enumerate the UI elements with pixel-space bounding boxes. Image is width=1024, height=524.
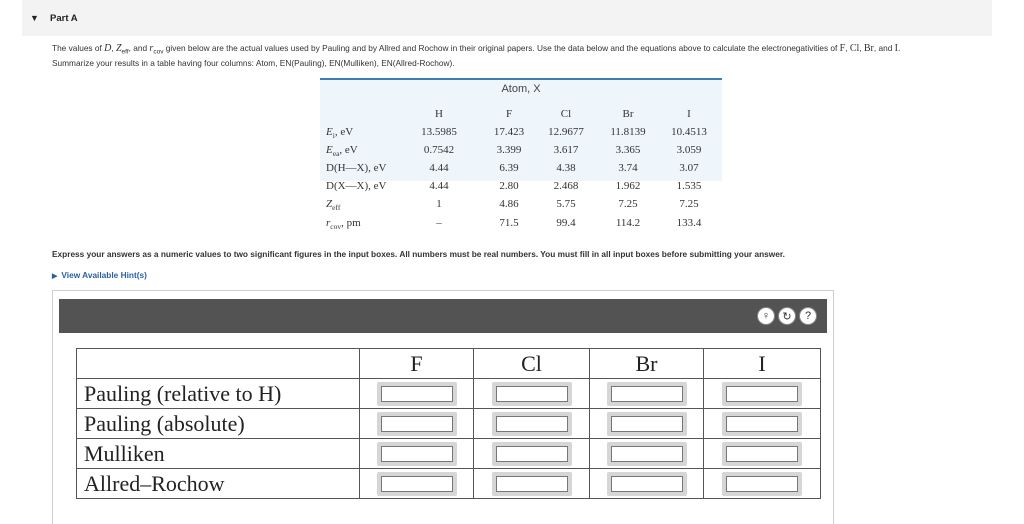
pauling-absolute-cl-input[interactable] <box>496 416 568 432</box>
row-label-ionization: $E_i$, eV <box>326 126 354 141</box>
col-header-h: H <box>435 108 443 120</box>
answer-header-blank <box>77 349 360 379</box>
mulliken-f-input[interactable] <box>381 446 453 462</box>
cell-zeff-f: 4.86 <box>499 198 519 210</box>
answer-box <box>492 382 572 406</box>
answer-row-label: Allred–Rochow <box>77 469 360 499</box>
cell-ei-i: 10.4513 <box>671 126 707 138</box>
answer-col-f: F <box>360 349 474 379</box>
answer-table <box>76 348 821 499</box>
mulliken-br-input[interactable] <box>611 446 683 462</box>
mulliken-cl-input[interactable] <box>496 446 568 462</box>
row-label-d-hx: D(H—X), eV <box>326 162 387 174</box>
answer-box <box>607 442 687 466</box>
reset-icon[interactable]: ↻ <box>778 307 796 325</box>
pauling-relative-f-input[interactable] <box>381 386 453 402</box>
row-label-rcov: $r_{cov}$, pm <box>326 217 361 232</box>
answer-box <box>722 442 802 466</box>
cell-dxx-i: 1.535 <box>676 180 702 192</box>
col-header-cl: Cl <box>560 108 572 120</box>
cell-dxx-br: 1.962 <box>615 180 641 192</box>
answer-header-row <box>77 349 821 379</box>
view-hints-label: View Available Hint(s) <box>61 270 147 280</box>
collapse-caret-icon[interactable]: ▼ <box>30 13 39 23</box>
data-table <box>320 78 722 235</box>
answer-box <box>377 382 457 406</box>
answer-box <box>492 412 572 436</box>
answer-row-label: Pauling (absolute) <box>77 409 360 439</box>
cell-dhx-f: 6.39 <box>499 162 519 174</box>
cell-dhx-h: 4.44 <box>429 162 449 174</box>
answer-row-label: Pauling (relative to H) <box>77 379 360 409</box>
cell-eea-i: 3.059 <box>676 144 702 156</box>
row-label-d-xx: D(X—X), eV <box>326 180 387 192</box>
expand-arrow-icon: ▶ <box>52 273 58 280</box>
allred-rochow-cl-input[interactable] <box>496 476 568 492</box>
answer-box <box>377 442 457 466</box>
help-icon[interactable]: ? <box>799 307 817 325</box>
cell-zeff-cl: 5.75 <box>556 198 576 210</box>
cell-rcov-i: 133.4 <box>676 217 702 229</box>
answer-box <box>607 472 687 496</box>
allred-rochow-f-input[interactable] <box>381 476 453 492</box>
answer-box <box>607 382 687 406</box>
col-header-br: Br <box>622 108 634 120</box>
answer-instructions: Express your answers as a numeric values to two significant figures in the input boxes. All numbers must be real numbers. You must fill in all input boxes before submitting your answer. <box>52 249 785 259</box>
answer-col-br: Br <box>590 349 704 379</box>
pauling-relative-br-input[interactable] <box>611 386 683 402</box>
pauling-relative-cl-input[interactable] <box>496 386 568 402</box>
cell-ei-cl: 12.9677 <box>548 126 584 138</box>
problem-line-2: Summarize your results in a table having four columns: Atom, EN(Pauling), EN(Mulliken), EN(Allred-Rochow). <box>52 58 455 69</box>
row-label-electron-affinity: $E_{ea}$, eV <box>326 144 358 159</box>
answer-row-label: Mulliken <box>77 439 360 469</box>
cell-ei-br: 11.8139 <box>610 126 646 138</box>
answer-box <box>492 472 572 496</box>
row-label-zeff: $Z_{eff}$ <box>326 198 341 213</box>
answer-toolbar <box>59 299 827 333</box>
cell-dxx-cl: 2.468 <box>553 180 579 192</box>
mulliken-i-input[interactable] <box>726 446 798 462</box>
cell-dxx-h: 4.44 <box>429 180 449 192</box>
answer-row-allred-rochow <box>77 469 821 499</box>
view-hints-link[interactable] <box>52 270 147 280</box>
pauling-relative-i-input[interactable] <box>726 386 798 402</box>
answer-box <box>607 412 687 436</box>
answer-box <box>492 442 572 466</box>
lightbulb-icon[interactable]: ♀ <box>757 307 775 325</box>
answer-box <box>377 472 457 496</box>
cell-rcov-h: – <box>436 217 442 229</box>
col-header-i: I <box>687 108 691 120</box>
answer-row-pauling-absolute <box>77 409 821 439</box>
answer-box <box>722 382 802 406</box>
part-title: Part A <box>50 12 78 24</box>
answer-box <box>377 412 457 436</box>
cell-eea-f: 3.399 <box>496 144 522 156</box>
answer-col-i: I <box>704 349 821 379</box>
answer-box <box>722 412 802 436</box>
cell-zeff-i: 7.25 <box>679 198 699 210</box>
cell-zeff-br: 7.25 <box>618 198 638 210</box>
problem-line-1: The values of D, $Z_{eff}$, and $r_{cov}$ given below are the actual values used by Pauling and by Allred and Rochow in their original papers. Use the data below and the equations above to calculate the electronegativities of F, Cl, Br, and I. <box>52 43 901 56</box>
problem-statement <box>52 43 1002 69</box>
pauling-absolute-br-input[interactable] <box>611 416 683 432</box>
allred-rochow-br-input[interactable] <box>611 476 683 492</box>
cell-rcov-f: 71.5 <box>499 217 519 229</box>
cell-eea-br: 3.365 <box>615 144 641 156</box>
answer-col-cl: Cl <box>474 349 590 379</box>
part-a-header[interactable] <box>22 0 992 36</box>
cell-dxx-f: 2.80 <box>499 180 519 192</box>
cell-eea-cl: 3.617 <box>553 144 579 156</box>
answer-box <box>722 472 802 496</box>
cell-dhx-i: 3.07 <box>679 162 699 174</box>
cell-ei-f: 17.423 <box>493 126 525 138</box>
answer-row-mulliken <box>77 439 821 469</box>
cell-dhx-cl: 4.38 <box>556 162 576 174</box>
col-header-f: F <box>505 108 513 120</box>
table-title: Atom, X <box>501 83 541 95</box>
cell-ei-h: 13.5985 <box>421 126 457 138</box>
pauling-absolute-i-input[interactable] <box>726 416 798 432</box>
cell-eea-h: 0.7542 <box>423 144 455 156</box>
allred-rochow-i-input[interactable] <box>726 476 798 492</box>
cell-rcov-cl: 99.4 <box>556 217 576 229</box>
cell-rcov-br: 114.2 <box>615 217 641 229</box>
cell-dhx-br: 3.74 <box>618 162 638 174</box>
cell-zeff-h: 1 <box>436 198 442 210</box>
pauling-absolute-f-input[interactable] <box>381 416 453 432</box>
answer-row-pauling-relative <box>77 379 821 409</box>
